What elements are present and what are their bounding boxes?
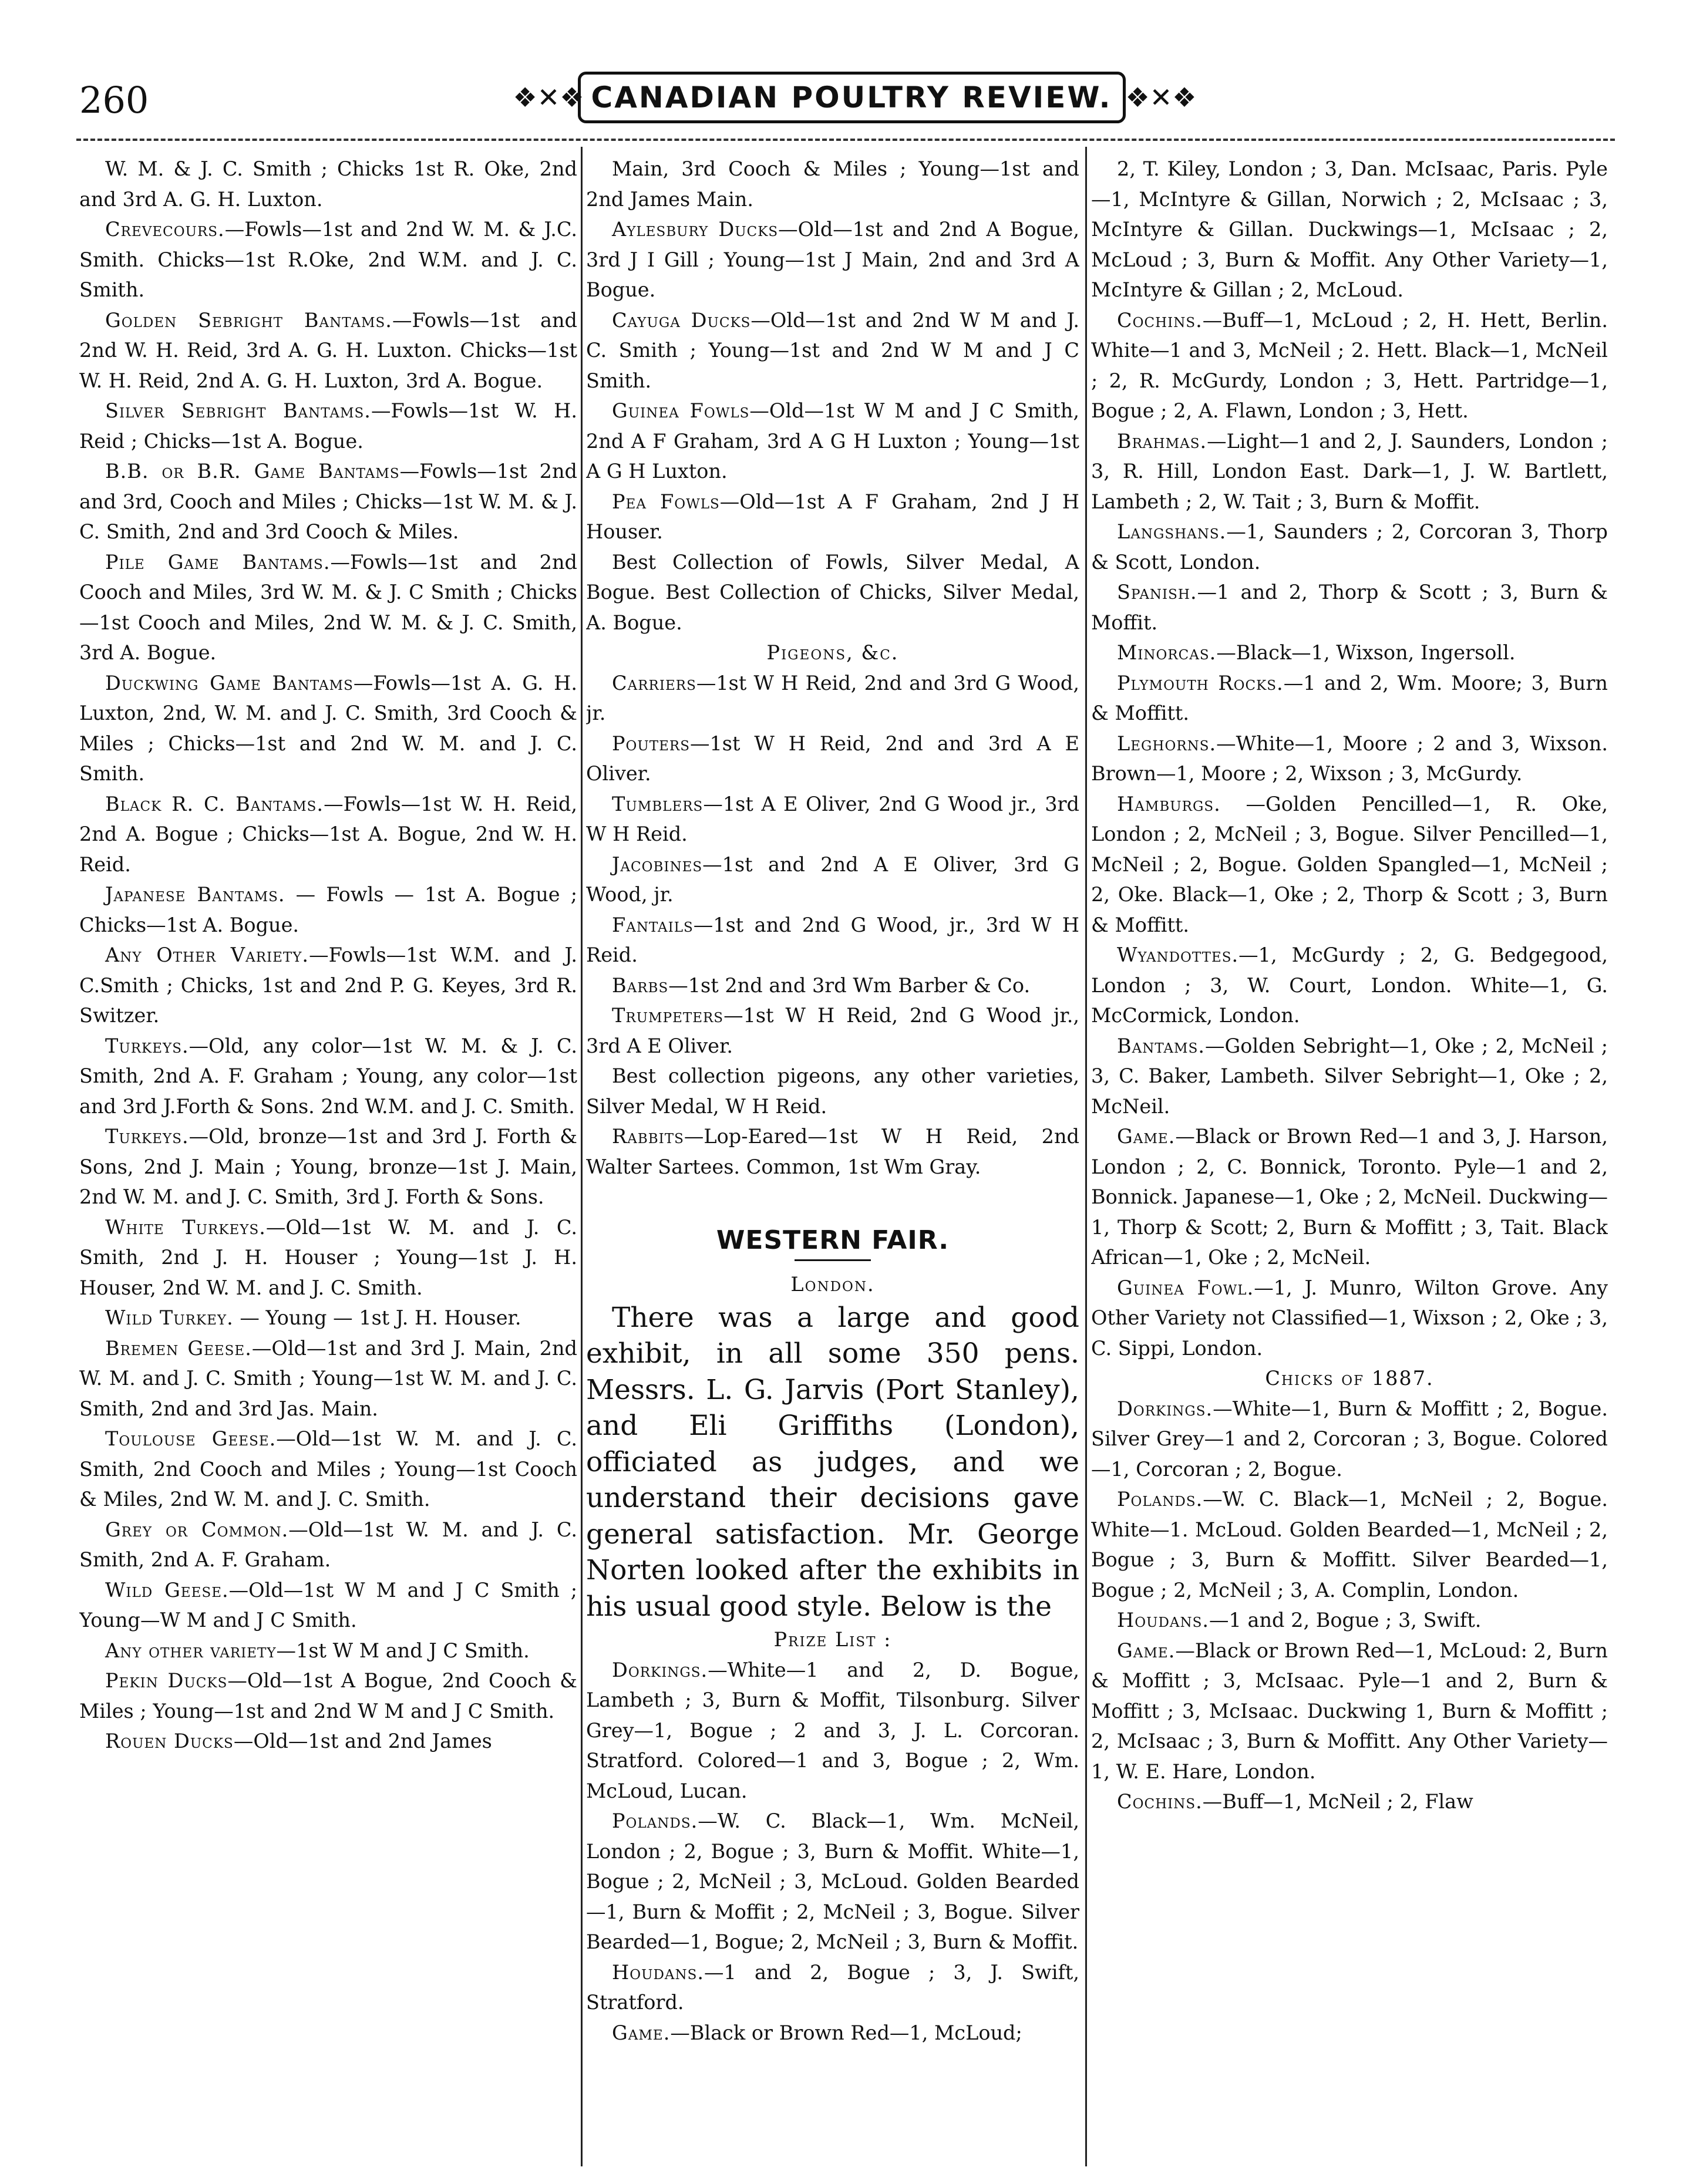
- entry-text: 2, T. Kiley, London ; 3, Dan. McIsaac, Paris. Pyle—1, McIntyre & Gillan, Norwich ; 2, McIsaac ; 3, McIntyre & Gillan. Duckwings—1, McIsaac ; 2, McLoud ; 3, Burn & Moffit. Any Other Variety—1, McIntyre & Gillan ; 2, McLoud.: [1091, 157, 1608, 301]
- prize-entry: [79, 1303, 577, 1333]
- entry-text: —1st W H Reid, 2nd and 3rd A E Oliver.: [586, 732, 1079, 785]
- prize-entry: [79, 1424, 577, 1515]
- category-label: Guinea Fowls: [612, 399, 750, 422]
- category-label: Pea Fowls: [612, 490, 720, 513]
- category-label: Polands.: [612, 1809, 698, 1832]
- prize-entry: [586, 2018, 1079, 2048]
- category-label: Pekin Ducks: [105, 1669, 228, 1692]
- prize-entry: [1091, 1605, 1608, 1636]
- category-label: Carriers: [612, 671, 696, 695]
- prize-entry: [586, 305, 1079, 396]
- page-number: 260: [79, 79, 149, 122]
- entry-text: —Old—1st W. M. and J. C. Smith, 2nd J. H. Houser ; Young—1st J. H. Houser, 2nd W. M. and J. C. Smith.: [79, 1215, 577, 1299]
- category-label: Fantails: [612, 913, 694, 936]
- category-label: Wild Geese.: [105, 1578, 229, 1602]
- category-label: Japanese Bantams.: [105, 883, 285, 906]
- category-label: Polands.: [1117, 1488, 1203, 1511]
- prize-entries: [1091, 154, 1608, 1363]
- category-label: Turkeys.: [105, 1034, 189, 1057]
- category-label: Jacobines: [612, 852, 703, 876]
- entry-text: —White—1 and 2, D. Bogue, Lambeth ; 3, Burn & Moffit, Tilsonburg. Silver Grey—1, Bogue ; 2 and 3, J. L. Corcoran. Stratford. Colored—1 and 3, Bogue ; 2, Wm. McLoud, Lucan.: [586, 1658, 1079, 1802]
- entry-text: —1 and 2, Bogue ; 3, Swift.: [1209, 1609, 1482, 1632]
- prize-entry: [79, 154, 577, 214]
- prize-entry: [1091, 668, 1608, 729]
- entry-text: —Black or Brown Red—1, McLoud: 2, Burn & Moffitt ; 3, McIsaac. Pyle—1 and 2, Burn & Moffitt ; 3, McIsaac. Duckwing 1, Burn & Moffitt ; 2, McIsaac ; 3, Burn & Moffitt. Any Other Variety—1, W. E. Hare, London.: [1091, 1639, 1608, 1783]
- entry-text: —White—1, Burn & Moffitt ; 2, Bogue. Silver Grey—1 and 2, Corcoran ; 3, Bogue. Colored—1, Corcoran ; 2, Bogue.: [1091, 1397, 1608, 1481]
- entry-text: Best collection pigeons, any other varieties, Silver Medal, W H Reid.: [586, 1064, 1079, 1118]
- category-label: Aylesbury Ducks: [612, 218, 779, 241]
- prize-entry: [79, 1212, 577, 1303]
- prize-entries: [586, 154, 1079, 638]
- category-label: Any Other Variety.: [105, 943, 309, 966]
- article-location: London.: [790, 1273, 875, 1296]
- entry-text: —Light—1 and 2, J. Saunders, London ; 3, R. Hill, London East. Dark—1, J. W. Bartlett, Lambeth ; 2, W. Tait ; 3, Burn & Moffit.: [1091, 429, 1608, 513]
- prize-entry: [79, 305, 577, 396]
- ornament-right-icon: ❖✕❖: [1125, 82, 1197, 113]
- prize-entry: [586, 789, 1079, 850]
- entry-text: —Old—1st W M and J C Smith, 2nd A F Graham, 3rd A G H Luxton ; Young—1st A G H Luxton.: [586, 399, 1079, 483]
- prize-entry: [79, 1666, 577, 1726]
- prize-entries: [79, 154, 577, 1757]
- header-rule: [76, 139, 1615, 141]
- category-label: Brahmas.: [1117, 429, 1207, 453]
- prize-entry: [79, 1333, 577, 1424]
- entry-text: — Young — 1st J. H. Houser.: [233, 1306, 521, 1329]
- entry-text: —Old—1st A F Graham, 2nd J H Houser.: [586, 490, 1079, 543]
- prize-entry: [79, 668, 577, 789]
- prize-entry: [1091, 1394, 1608, 1485]
- prize-entry: [79, 940, 577, 1031]
- prize-list-heading: Prize List :: [773, 1628, 892, 1651]
- prize-entry: [586, 668, 1079, 729]
- entry-text: — Fowls — 1st A. Bogue ; Chicks—1st A. Bogue.: [79, 883, 577, 936]
- category-label: Cayuga Ducks: [612, 308, 751, 332]
- entry-text: —Fowls—1st and 2nd W. M. & J.C. Smith. Chicks—1st R.Oke, 2nd W.M. and J. C. Smith.: [79, 218, 577, 301]
- prize-entry: [1091, 1031, 1608, 1122]
- prize-entry: [586, 1957, 1079, 2018]
- entry-text: —1 and 2, Bogue ; 3, J. Swift, Stratford.: [586, 1960, 1079, 2014]
- category-label: Spanish.: [1117, 581, 1197, 604]
- entry-text: —Fowls—1st W.M. and J. C.Smith ; Chicks, 1st and 2nd P. G. Keyes, 3rd R. Switzer.: [79, 943, 577, 1027]
- column-middle: [586, 154, 1079, 2156]
- category-label: Houdans.: [1117, 1609, 1210, 1632]
- prize-entry: [586, 487, 1079, 547]
- entry-text: —Old—1st and 2nd James: [233, 1730, 492, 1752]
- entry-text: —Fowls—1st A. G. H. Luxton, 2nd, W. M. and J. C. Smith, 3rd Cooch & Miles ; Chicks—1st and 2nd W. M. and J. C. Smith.: [79, 671, 577, 785]
- category-label: Bremen Geese.: [105, 1336, 252, 1360]
- entry-text: —Old—1st A Bogue, 2nd Cooch & Miles ; Young—1st and 2nd W M and J C Smith.: [79, 1669, 577, 1723]
- entry-text: —1st 2nd and 3rd Wm Barber & Co.: [668, 973, 1031, 997]
- entry-text: —Golden Sebright—1, Oke ; 2, McNeil ; 3, C. Baker, Lambeth. Silver Sebright—1, Oke ; 2, McNeil.: [1091, 1034, 1608, 1118]
- chicks-heading: Chicks of 1887.: [1265, 1367, 1434, 1390]
- prize-entry: [79, 547, 577, 668]
- category-label: Trumpeters: [612, 1004, 724, 1027]
- entry-text: W. M. & J. C. Smith ; Chicks 1st R. Oke, 2nd and 3rd A. G. H. Luxton.: [79, 157, 577, 211]
- category-label: Leghorns.: [1117, 732, 1217, 755]
- article-intro: There was a large and good exhibit, in all some 350 pens. Messrs. L. G. Jarvis (Port Stanley), and Eli Griffiths (London), officiated as judges, and we understand their decisions gave general satisfaction. Mr. George Norten looked after the exhibits in his usual good style. Below is the: [586, 1301, 1079, 1623]
- entry-text: —Old, any color—1st W. M. & J. C. Smith, 2nd A. F. Graham ; Young, any color—1st and 3rd J.Forth & Sons. 2nd W.M. and J. C. Smith.: [79, 1034, 577, 1118]
- category-label: Game.: [1117, 1639, 1176, 1662]
- category-label: B.B. or B.R. Game Bantams: [105, 460, 400, 483]
- category-label: Rouen Ducks: [105, 1730, 234, 1752]
- prize-entry: [1091, 577, 1608, 638]
- category-label: Dorkings.: [612, 1658, 708, 1681]
- entry-text: —Old—1st and 3rd J. Main, 2nd W. M. and J. C. Smith ; Young—1st W. M. and J. C. Smith, 2nd and 3rd Jas. Main.: [79, 1336, 577, 1420]
- entry-text: —W. C. Black—1, McNeil ; 2, Bogue. White—1. McLoud. Golden Bearded—1, McNeil ; 2, Bogue ; 3, Burn & Moffitt. Silver Bearded—1, Bogue ; 2, McNeil ; 3, A. Complin, London.: [1091, 1488, 1608, 1602]
- category-label: Game.: [612, 2021, 671, 2044]
- category-label: Duckwing Game Bantams: [105, 671, 354, 695]
- entry-text: —1, McGurdy ; 2, G. Bedgegood, London ; 3, W. Court, London. White—1, G. McCormick, London.: [1091, 943, 1608, 1027]
- entry-text: —1st A E Oliver, 2nd G Wood jr., 3rd W H Reid.: [586, 792, 1079, 845]
- prize-entry: [79, 1121, 577, 1212]
- prize-entry: [586, 1000, 1079, 1061]
- column-left: [79, 154, 577, 2156]
- chick-entries: [1091, 1394, 1608, 1817]
- prize-entry: [79, 456, 577, 547]
- entry-text: —Old—1st and 2nd A Bogue, 3rd J I Gill ; Young—1st J Main, 2nd and 3rd A Bogue.: [586, 218, 1079, 301]
- masthead: [513, 65, 1197, 130]
- prize-entry: [1091, 1273, 1608, 1364]
- title-rule: [795, 1259, 871, 1261]
- category-label: Grey or Common.: [105, 1518, 289, 1541]
- entry-text: —1st W H Reid, 2nd G Wood jr., 3rd A E Oliver.: [586, 1004, 1079, 1057]
- prize-entry: [79, 214, 577, 305]
- entry-text: —Old—1st and 2nd W M and J. C. Smith ; Young—1st and 2nd W M and J C Smith.: [586, 308, 1079, 392]
- entry-text: —Lop-Eared—1st W H Reid, 2nd Walter Sartees. Common, 1st Wm Gray.: [586, 1125, 1079, 1178]
- column-divider: [1085, 147, 1087, 2166]
- entry-text: —W. C. Black—1, Wm. McNeil, London ; 2, Bogue ; 3, Burn & Moffit. White—1, Bogue ; 2, McNeil ; 3, McLoud. Golden Bearded—1, Burn & Moffit ; 2, McNeil ; 3, Bogue. Silver Bearded—1, Bogue; 2, McNeil ; 3, Burn & Moffit.: [586, 1809, 1079, 1953]
- ornament-left-icon: ❖✕❖: [513, 82, 584, 113]
- prize-entry: [586, 729, 1079, 789]
- prize-entry: [586, 910, 1079, 970]
- prize-entry: [1091, 638, 1608, 668]
- entry-text: —Buff—1, McNeil ; 2, Flaw: [1202, 1790, 1473, 1813]
- category-label: Bantams.: [1117, 1034, 1206, 1057]
- entry-text: —Buff—1, McLoud ; 2, H. Hett, Berlin. White—1 and 3, McNeil ; 2. Hett. Black—1, McNeil ; 2, R. McGurdy, London ; 3, Hett. Partridge—1, Bogue ; 2, A. Flawn, London ; 3, Hett.: [1091, 308, 1608, 422]
- category-label: Wyandottes.: [1117, 943, 1239, 966]
- entry-text: Best Collection of Fowls, Silver Medal, A Bogue. Best Collection of Chicks, Silver Medal, A. Bogue.: [586, 550, 1079, 634]
- category-label: Cochins.: [1117, 308, 1203, 332]
- category-label: Crevecours.: [105, 218, 225, 241]
- category-label: Black R. C. Bantams.: [105, 792, 324, 815]
- entry-text: —Fowls—1st and 2nd W. H. Reid, 3rd A. G. H. Luxton. Chicks—1st W. H. Reid, 2nd A. G. H. Luxton, 3rd A. Bogue.: [79, 308, 577, 392]
- prize-entry: [79, 1726, 577, 1757]
- entry-text: —1st W H Reid, 2nd and 3rd G Wood, jr.: [586, 671, 1079, 724]
- category-label: Dorkings.: [1117, 1397, 1213, 1420]
- prize-entry: [586, 154, 1079, 214]
- prize-entry: [586, 1121, 1079, 1182]
- category-label: Rabbits: [612, 1125, 684, 1148]
- category-label: Golden Sebright Bantams.: [105, 308, 392, 332]
- entry-text: —Old, bronze—1st and 3rd J. Forth & Sons, 2nd J. Main ; Young, bronze—1st J. Main, 2nd W. M. and J. C. Smith, 3rd J. Forth & Sons.: [79, 1125, 577, 1208]
- prize-entry: [586, 1061, 1079, 1121]
- category-label: Pile Game Bantams.: [105, 550, 331, 574]
- pigeon-entries: [586, 668, 1079, 1182]
- entry-text: Main, 3rd Cooch & Miles ; Young—1st and 2nd James Main.: [586, 157, 1079, 211]
- entry-text: —1st and 2nd A E Oliver, 3rd G Wood, jr.: [586, 852, 1079, 906]
- entry-text: —Black or Brown Red—1, McLoud;: [670, 2021, 1022, 2044]
- prize-entry: [586, 214, 1079, 305]
- prize-entry: [79, 879, 577, 940]
- prize-entry: [586, 396, 1079, 487]
- category-label: Langshans.: [1117, 520, 1227, 543]
- prize-entry: [1091, 154, 1608, 305]
- entry-text: —Black or Brown Red—1 and 3, J. Harson, London ; 2, C. Bonnick, Toronto. Pyle—1 and 2, Bonnick. Japanese—1, Oke ; 2, McNeil. Duckwing—1, Thorp & Scott; 2, Burn & Moffitt ; 3, Tait. Black African—1, Oke ; 2, McNeil.: [1091, 1125, 1608, 1269]
- prize-entry: [1091, 1787, 1608, 1817]
- entry-text: —Old—1st W M and J C Smith ; Young—W M and J C Smith.: [79, 1578, 577, 1632]
- category-label: Turkeys.: [105, 1125, 189, 1148]
- prize-entry: [79, 1636, 577, 1666]
- category-label: Toulouse Geese.: [105, 1427, 277, 1450]
- prize-entry: [1091, 426, 1608, 517]
- prize-entries: [586, 1655, 1079, 2048]
- column-divider: [581, 147, 583, 2166]
- prize-entry: [1091, 1121, 1608, 1273]
- entry-text: —1, J. Munro, Wilton Grove. Any Other Variety not Classified—1, Wixson ; 2, Oke ; 3, C. Sippi, London.: [1091, 1276, 1608, 1360]
- category-label: White Turkeys.: [105, 1215, 266, 1239]
- prize-entry: [1091, 789, 1608, 941]
- entry-text: —1st W M and J C Smith.: [276, 1639, 530, 1662]
- category-label: Any other variety: [105, 1639, 277, 1662]
- category-label: Wild Turkey.: [105, 1306, 234, 1329]
- entry-text: —1st and 2nd G Wood, jr., 3rd W H Reid.: [586, 913, 1079, 966]
- category-label: Houdans.: [612, 1960, 705, 1984]
- category-label: Hamburgs.: [1117, 792, 1221, 815]
- prize-entry: [1091, 517, 1608, 577]
- category-label: Barbs: [612, 973, 669, 997]
- entry-text: —Black—1, Wixson, Ingersoll.: [1216, 641, 1516, 664]
- prize-entry: [1091, 1636, 1608, 1787]
- article-title: WESTERN FAIR.: [716, 1225, 950, 1255]
- column-right: [1091, 154, 1608, 2156]
- prize-entry: [79, 396, 577, 456]
- category-label: Plymouth Rocks.: [1117, 671, 1284, 695]
- prize-entry: [1091, 1484, 1608, 1605]
- category-label: Pouters: [612, 732, 690, 755]
- entry-text: —Golden Pencilled—1, R. Oke, London ; 2, McNeil ; 3, Bogue. Silver Pencilled—1, McNeil ; 2, Bogue. Golden Spangled—1, McNeil ; 2, Oke. Black—1, Oke ; 2, Thorp & Scott ; 3, Burn & Moffitt.: [1091, 792, 1608, 936]
- publication-title: CANADIAN POULTRY REVIEW.: [578, 72, 1126, 123]
- entry-text: —1 and 2, Thorp & Scott ; 3, Burn & Moffit.: [1091, 581, 1608, 634]
- entry-text: —White—1, Moore ; 2 and 3, Wixson. Brown—1, Moore ; 2, Wixson ; 3, McGurdy.: [1091, 732, 1608, 785]
- category-label: Game.: [1117, 1125, 1176, 1148]
- entry-text: —Fowls—1st W. H. Reid ; Chicks—1st A. Bogue.: [79, 399, 577, 453]
- entry-text: —1 and 2, Wm. Moore; 3, Burn & Moffitt.: [1091, 671, 1608, 724]
- prize-entry: [586, 970, 1079, 1001]
- prize-entry: [586, 1655, 1079, 1806]
- prize-entry: [586, 1806, 1079, 1957]
- prize-entry: [79, 1031, 577, 1122]
- prize-entry: [79, 1575, 577, 1636]
- entry-text: —Fowls—1st 2nd and 3rd, Cooch and Miles ; Chicks—1st W. M. & J. C. Smith, 2nd and 3rd Cooch & Miles.: [79, 460, 577, 543]
- entry-text: —Old—1st W. M. and J. C. Smith, 2nd A. F. Graham.: [79, 1518, 577, 1571]
- prize-entry: [79, 789, 577, 880]
- entry-text: —Fowls—1st W. H. Reid, 2nd A. Bogue ; Chicks—1st A. Bogue, 2nd W. H. Reid.: [79, 792, 577, 876]
- category-label: Silver Sebright Bantams.: [105, 399, 371, 422]
- category-label: Minorcas.: [1117, 641, 1217, 664]
- entry-text: —Old—1st W. M. and J. C. Smith, 2nd Cooch and Miles ; Young—1st Cooch & Miles, 2nd W. M. and J. C. Smith.: [79, 1427, 577, 1511]
- prize-entry: [586, 547, 1079, 638]
- category-label: Guinea Fowl.: [1117, 1276, 1254, 1299]
- entry-text: —Fowls—1st and 2nd Cooch and Miles, 3rd W. M. & J. C Smith ; Chicks—1st Cooch and Miles, 2nd W. M. & J. C. Smith, 3rd A. Bogue.: [79, 550, 577, 664]
- entry-text: —1, Saunders ; 2, Corcoran 3, Thorp & Scott, London.: [1091, 520, 1608, 574]
- prize-entry: [586, 850, 1079, 910]
- category-label: Cochins.: [1117, 1790, 1203, 1813]
- prize-entry: [1091, 305, 1608, 426]
- prize-entry: [79, 1515, 577, 1575]
- pigeons-heading: Pigeons, &c.: [766, 641, 899, 664]
- category-label: Tumblers: [612, 792, 704, 815]
- prize-entry: [1091, 729, 1608, 789]
- prize-entry: [1091, 940, 1608, 1031]
